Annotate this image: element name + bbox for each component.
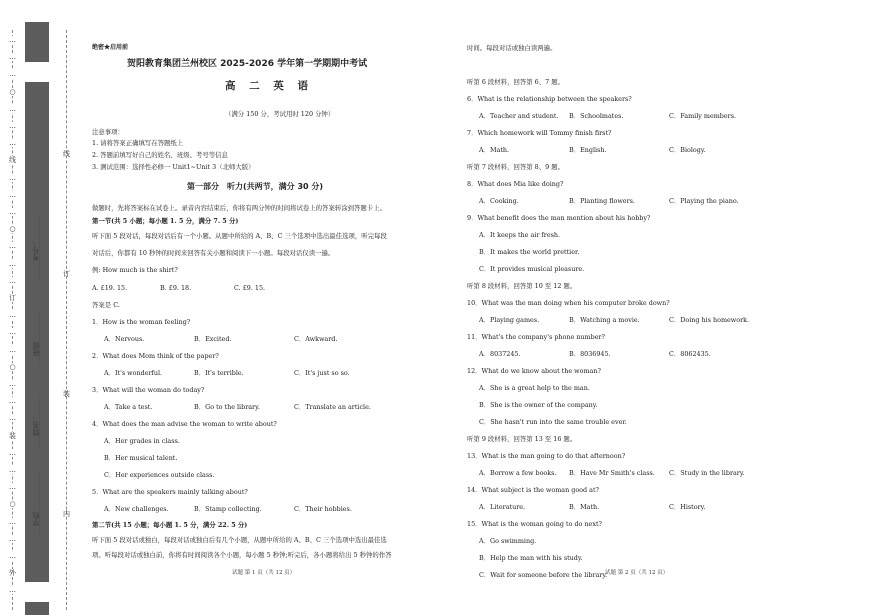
option-b: B．Watching a movie. [569,316,640,324]
section1-desc: 听下面 5 段对话，每段对话后有一个小题。从题中所给的 A、B、C 三个选项中选出最佳选项，听完每段 [92,232,387,240]
seal-label: … [9,328,16,337]
seal-label: 订 [9,294,16,302]
seal-ring: ○ [9,500,16,509]
seal-label: … [9,483,16,492]
question-text: 6．What is the relationship between the speakers? [467,95,632,103]
seal-label: … [9,466,16,474]
option-c: C．Wait for someone before the library. [479,571,608,579]
question-text: 13．What is the man going to do that afternoon? [467,452,626,460]
option-a: A．Literature. [479,503,526,511]
option-b: B．Go to the library. [194,403,260,411]
question-text: 15．What is the woman going to do next? [467,520,602,528]
seal-label: … [9,53,16,62]
part1-title: 第一部分 听力(共两节，满分 30 分) [187,182,324,191]
question-text: 12．What do we know about the woman? [467,367,601,375]
option-c: C．History. [669,503,706,511]
school-exam-title: 贺阳教育集团兰州校区 2025-2026 学年第一学期期中考试 [127,59,368,69]
seal-label: … [9,448,16,457]
option-c: C．Playing the piano. [669,197,739,205]
option-b: B．She is the owner of the company. [479,401,598,409]
section1-title: 第一节(共 5 小题；每小题 1. 5 分，满分 7. 5 分) [92,217,239,225]
part1-intro: 做题时，先将答案标在试卷上。录音内容结束后，你将有两分钟的时间将试卷上的答案转涂到答题卡上。 [92,204,386,212]
option-a: A．8037245. [479,350,521,358]
seal-label: … [9,517,16,526]
option-b: B．Help the man with his study. [479,554,583,562]
notes-title: 注意事项： [92,128,124,136]
question-text: 7．Which homework will Tommy finish first? [467,129,612,137]
exam-number-label: 考号： [32,240,40,261]
option-b: B．Have Mr Smith's class. [569,469,655,477]
seal-label: 装 [9,431,16,440]
option-b: B．Planting flowers. [569,197,635,205]
seal-label: … [9,552,16,560]
seal-label: 外 [9,569,16,578]
option-b: B．8036945. [569,350,611,358]
seal-label: 线 [9,156,16,165]
option-c: C．Awkward. [294,335,338,343]
option-a: A．Math. [479,146,510,154]
seal-label: … [9,259,16,268]
inner-seal-zhuang: 装 [63,390,70,398]
option-b: B．Schoolmates. [569,112,624,120]
question-text: 10．What was the man doing when his computer broke down? [467,299,670,307]
seal-label: … [9,380,16,388]
seal-label: … [9,104,16,113]
inner-seal-nei: 内 [63,510,70,518]
right-page [467,40,862,610]
section1-desc: 对话后，你都有 10 秒钟的时间来回答有关小题和阅读下一小题。每段对话仅读一遍。 [92,249,335,257]
inner-seal-xian: 线 [63,150,70,158]
option-a: A．It keeps the air fresh. [479,231,561,239]
note-item: 1. 请将答案正确填写在答题纸上 [92,139,184,147]
option-c: C．It provides musical pleasure. [479,265,585,273]
question-text: 4．What does the man advise the woman to write about? [92,420,277,428]
listening-instruction: 听第 8 段材料，回答第 10 至 12 题。 [467,282,577,290]
option-a: A．Cooking. [479,197,519,205]
binding-margin [0,0,85,615]
option-a: A．Teacher and student. [479,112,559,120]
seal-label: … [9,311,16,320]
listening-instruction: 听第 6 段材料，回答第 6、7 题。 [467,78,565,86]
option-a: A．Playing games. [479,316,540,324]
option-b: B．It makes the world prettier. [479,248,580,256]
seal-label: … [9,276,16,285]
question-text: 14．What subject is the woman good at? [467,486,599,494]
option-c: C．It's just so so. [294,369,350,377]
seal-ring: ○ [9,225,16,234]
listening-instruction: 听第 7 段材料，回答第 8、9 题。 [467,163,565,171]
seal-label: … [9,414,16,423]
seal-label: … [9,208,16,216]
example-option: B. £9. 18. [160,284,192,292]
class-label: 班级： [32,335,40,356]
option-b: B．Excited. [194,335,232,343]
section2-desc: 项。听每段对话或独白前，你将有时间阅读各个小题，每小题 5 秒钟;听完后，各小题将给出 5 秒钟的作答 [92,551,392,559]
seal-ring: ○ [9,362,16,371]
question-text: 9．What benefit does the man mention about his hobby? [467,214,651,222]
seal-ring: ○ [9,87,16,96]
seal-label: … [9,397,16,406]
option-c: C．Doing his homework. [669,316,750,324]
inner-dash-line [66,30,67,610]
example-answer: 答案是 C. [92,301,120,309]
option-a: A．Take a test. [104,403,153,411]
page-footer: 试题 第 1 页（共 12 页） [232,570,296,576]
option-b: B．It's terrible. [194,369,244,377]
seal-label: … [9,36,16,44]
note-item: 2. 答题前填写好自己的姓名、班级、考号等信息 [92,151,228,159]
binding-strip [25,22,49,615]
option-a: A．Her grades in class. [104,437,180,445]
question-text: 1．How is the woman feeling? [92,318,191,326]
option-c: C．Study in the library. [669,469,745,477]
question-text: 8．What does Mia like doing? [467,180,564,188]
seal-label: … [9,345,16,354]
option-b: B．Her musical talent. [104,454,178,462]
question-text: 5．What are the speakers mainly talking about? [92,488,248,496]
page-footer: 试题 第 2 页（共 12 页） [605,570,669,576]
option-c: C．Her experiences outside class. [104,471,215,479]
seal-label: … [9,122,16,130]
example-option: C. £9. 15. [234,284,266,292]
subject-title: 高 二 英 语 [225,80,313,92]
seal-label: … [9,242,16,251]
option-a: A．Borrow a few books. [479,469,557,477]
section2-title: 第二节(共 15 小题；每小题 1. 5 分，满分 22. 5 分) [92,521,248,529]
seal-label: … [9,70,16,79]
question-text: 11．What's the company's phone number? [467,333,605,341]
seal-label: … [9,190,16,199]
question-text: 2．What does Mom think of the paper? [92,352,219,360]
option-a: A．Nervous. [104,335,145,343]
option-c: C．She hasn't run into the same trouble ever. [479,418,627,426]
example-option: A. £19. 15. [92,284,128,292]
option-a: A．New challenges. [104,505,169,513]
note-item: 3. 测试范围：选择性必修一 Unit1~Unit 3（北师大版） [92,163,255,171]
left-page [92,40,452,610]
name-label: 姓名： [32,415,40,436]
seal-label: … [9,173,16,182]
option-c: C．8062435. [669,350,711,358]
score-time-note: （满分 150 分，考试用时 120 分钟） [225,110,335,118]
option-a: A．She is a great help to the man. [479,384,590,392]
option-a: A．It's wonderful. [104,369,163,377]
seal-label: … [9,534,16,543]
seal-label: … [9,139,16,148]
option-c: C．Translate an article. [294,403,371,411]
section2-desc: 听下面 5 段对话或独白，每段对话或独白后有几个小题，从题中所给的 A、B、C 三个选项中选出最佳选 [92,536,387,544]
option-b: B．English. [569,146,607,154]
option-b: B．Math. [569,503,600,511]
option-c: C．Biology. [669,146,706,154]
school-label: 学校： [32,505,40,526]
inner-seal-ding: 订 [63,270,70,278]
seal-label: … [9,586,16,595]
question-text: 3．What will the woman do today? [92,386,205,394]
listening-instruction: 听第 9 段材料，回答第 13 至 16 题。 [467,435,577,443]
option-a: A．Go swimming. [479,537,537,545]
example-question: 例: How much is the shirt? [92,266,178,274]
confidential-mark: 绝密★启用前 [92,44,129,51]
option-c: C．Family members. [669,112,737,120]
option-b: B．Stamp collecting. [194,505,262,513]
continued-text: 时间。每段对话或独白读两遍。 [467,44,557,52]
option-c: C．Their hobbies. [294,505,352,513]
